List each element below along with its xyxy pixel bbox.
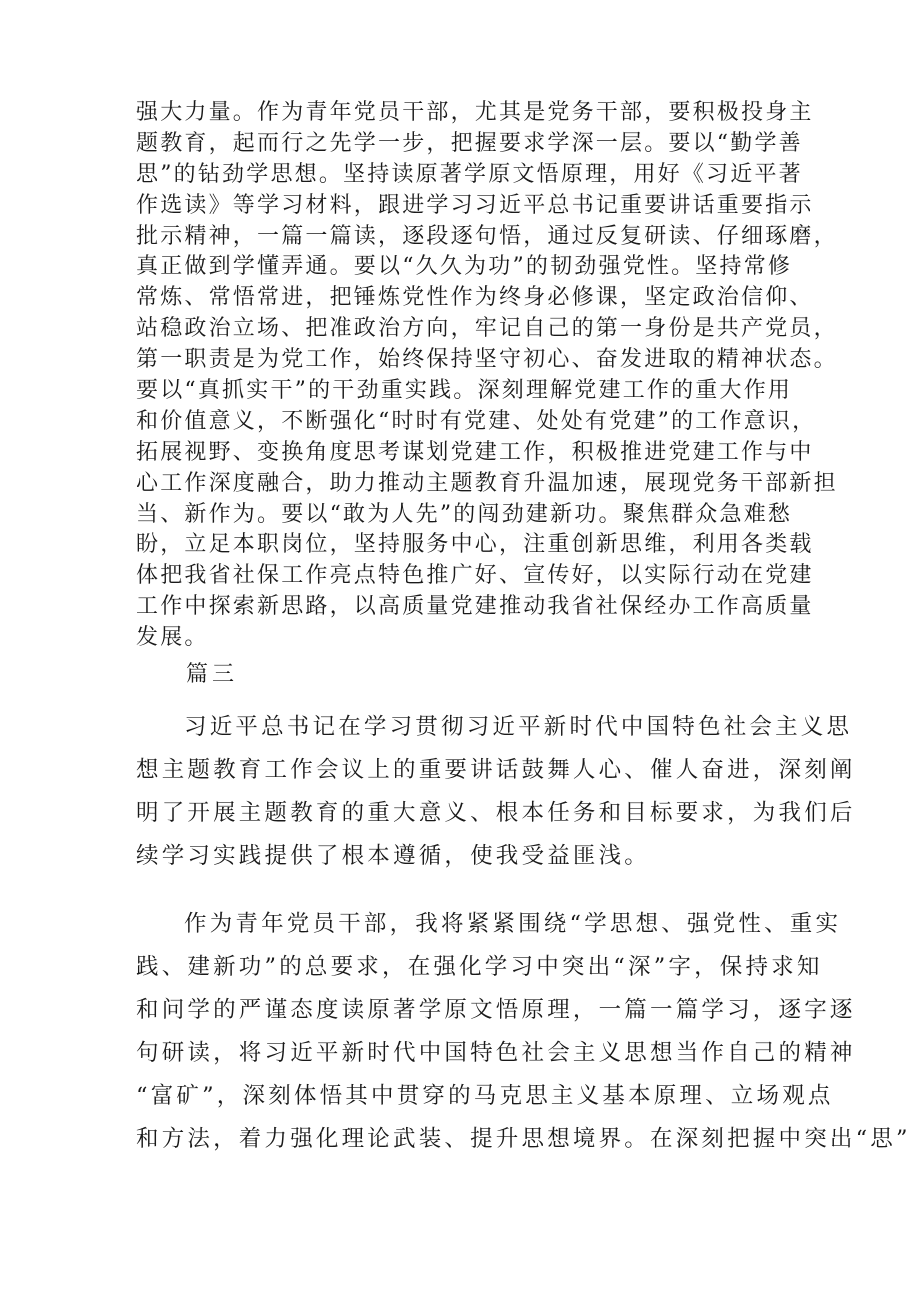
text-line: 工作中探索新思路，以高质量党建推动我省社保经办工作高质量 [136, 594, 814, 620]
text-line: 发展。 [136, 625, 209, 651]
text-line: 批示精神，一篇一篇读，逐段逐句悟，通过反复研读、仔细琢磨， [136, 223, 838, 249]
text-line: 常炼、常悟常进，把锤炼党性作为终身必修课，坚定政治信仰、 [136, 285, 814, 311]
text-line: “富矿”，深刻体悟其中贯穿的马克思主义基本原理、立场观点 [136, 1083, 834, 1109]
text-line: 站稳政治立场、把准政治方向，牢记自己的第一身份是共产党员， [136, 316, 838, 342]
text-line: 句研读，将习近平新时代中国特色社会主义思想当作自己的精神 [136, 1040, 856, 1066]
text-line: 作为青年党员干部，我将紧紧围绕“学思想、强党性、重实 [184, 911, 842, 937]
text-line: 思”的钻劲学思想。坚持读原著学原文悟原理，用好《习近平著 [136, 161, 803, 187]
text-line: 续学习实践提供了根本遵循，使我受益匪浅。 [136, 843, 651, 869]
text-line: 和方法，着力强化理论武装、提升思想境界。在深刻把握中突出“思” [136, 1126, 911, 1152]
text-line: 和价值意义，不断强化“时时有党建、处处有党建”的工作意识， [136, 408, 817, 434]
section-heading: 篇三 [186, 662, 239, 687]
text-line: 真正做到学懂弄通。要以“久久为功”的韧劲强党性。坚持常修 [136, 254, 793, 280]
text-line: 拓展视野、变换角度思考谋划党建工作，积极推进党建工作与中 [136, 439, 814, 465]
text-line: 第一职责是为党工作，始终保持坚守初心、奋发进取的精神状态。 [136, 347, 838, 373]
text-line: 习近平总书记在学习贯彻习近平新时代中国特色社会主义思 [184, 714, 853, 740]
text-line: 盼，立足本职岗位，坚持服务中心，注重创新思维，利用各类载 [136, 532, 814, 558]
section-two-tail-paragraph [136, 98, 838, 654]
section-three-paragraph-1 [136, 706, 856, 878]
text-line: 当、新作为。要以“敢为人先”的闯劲建新功。聚焦群众急难愁 [136, 501, 793, 527]
text-line: 心工作深度融合，助力推动主题教育升温加速，展现党务干部新担 [136, 470, 838, 496]
text-line: 想主题教育工作会议上的重要讲话鼓舞人心、催人奋进，深刻阐 [136, 757, 856, 783]
section-three-paragraph-2 [136, 903, 911, 1161]
text-line: 践、建新功”的总要求，在强化学习中突出“深”字，保持求知 [136, 954, 823, 980]
text-line: 要以“真抓实干”的干劲重实践。深刻理解党建工作的重大作用 [136, 378, 793, 404]
text-line: 题教育，起而行之先学一步，把握要求学深一层。要以“勤学善 [136, 130, 803, 156]
text-line: 明了开展主题教育的重大意义、根本任务和目标要求，为我们后 [136, 800, 856, 826]
text-line: 体把我省社保工作亮点特色推广好、宣传好，以实际行动在党建 [136, 563, 814, 589]
text-line: 和问学的严谨态度读原著学原文悟原理，一篇一篇学习，逐字逐 [136, 997, 856, 1023]
text-line: 作选读》等学习材料，跟进学习习近平总书记重要讲话重要指示 [136, 192, 814, 218]
text-line: 强大力量。作为青年党员干部，尤其是党务干部，要积极投身主 [136, 100, 814, 125]
